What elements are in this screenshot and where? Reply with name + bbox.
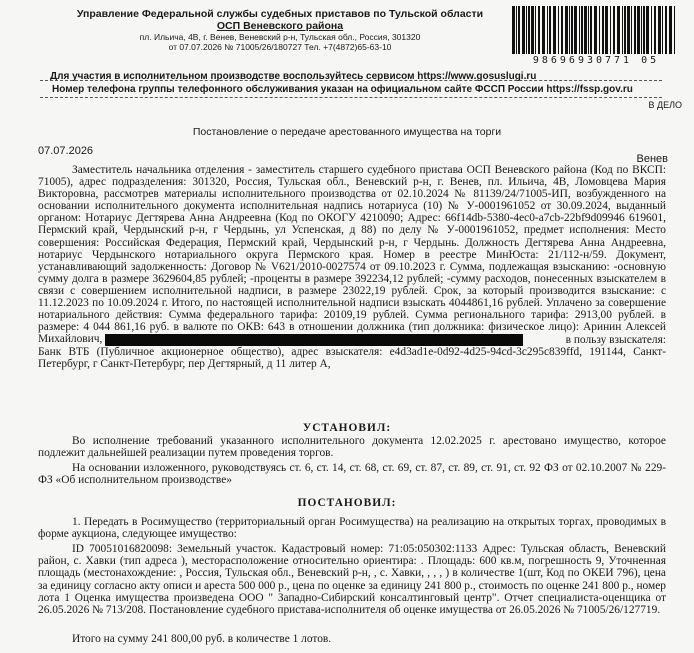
phone-notice: Номер телефона группы телефонного обслуживания указан на официальном сайте ФССП России https://fssp.gov.ru: [52, 84, 633, 95]
barcode-bar: [602, 6, 604, 54]
barcode-bar: [643, 6, 645, 54]
barcode-bar: [549, 6, 551, 54]
barcode-bar: [599, 6, 600, 54]
barcode-bar: [522, 6, 525, 54]
department-address: пл. Ильича, 4В, г. Венев, Веневский р-н, Тульская обл., Россия, 301320: [139, 32, 421, 42]
barcode-bar: [579, 6, 580, 54]
barcode-bar: [651, 6, 652, 54]
barcode-bar: [605, 6, 608, 54]
barcode-bar: [594, 6, 597, 54]
barcode-bar: [528, 6, 530, 54]
barcode-bar: [531, 6, 534, 54]
barcode-bar: [674, 6, 675, 54]
barcode-bar: [622, 6, 623, 54]
barcode-bar: [542, 6, 545, 54]
barcode-bar: [538, 6, 540, 54]
resolution-item-1: 1. Передать в Росимущество (территориальный орган Росимущества) на реализацию на открытых торгах, проводимых в форме аукциона, следующее имущество:: [38, 516, 666, 541]
barcode-bar: [590, 6, 592, 54]
barcode-bar: [610, 6, 611, 54]
case-paragraph: Заместитель начальника отделения - заместитель старшего судебного пристава ОСП Веневского района (Код по ВКСП: 71005), адрес подразделения: 301320, Россия, Тульская обл., Веневский р-н, г. Венев, пл. Ильича, 4В, Ломовцева Мария Викторовна, рассмотрев материалы исполнительного производства от 02.10.2024 № 81139/24/71005-ИП, возбужденного на основании исполнительного документа исполнительная надпись нотариуса (10) № У-0001961052 от 30.09.2024, выданный органом: Нотариус Дегтярева Анна Андреевна (Код по ОКОГУ 4210090; Адрес: 66f14db-5380-4ec0-a7cb-22bf9d09946 619601, Пермский край, Чердынский р-н, г Чердынь, ул Успенская, д 88) по делу № У-0001961052, предмет исполнения: Место совершения: Российская Федерация, Пермский край, Чердынский р-н, г Чердынь. Должность Дегтярева Анна Андреевна, нотариус Чердынского нотариального округа Пермского края. Номер в реестре МинЮста: 21/112-н/59. Документ, устанавливающий задолженность: Договор № V621/2010-0027574 от 09.10.2023 г. Сумма, подлежащая взысканию: -основную сумму долга в размере 3629604,85 рублей; -проценты в размере 392234,12 рублей; -сумму расходов, понесенных взыскателем в связи с совершением исполнительной надписи, в размере 23022,19 рублей. Срок, за который производится взыскание: с 11.12.2023 по 10.09.2024 г. Итого, по настоящей исполнительной надписи взыскать 4044861,16 рублей. Уплачено за совершение нотариального действия: Сумма федерального тарифа: 20109,19 рублей. Сумма регионального тарифа: 2913,00 рублей. в размере: 4 044 861,16 руб. в валюте по ОКВ: 643 в отношении должника (тип должника: физическое лицо): Аринин Алексей Михайлович,: [38, 164, 666, 346]
claimant-intro: в пользу взыскателя:: [565, 333, 666, 346]
barcode-bar: [518, 6, 520, 54]
barcode-bar: [665, 6, 667, 54]
redaction-block: [105, 334, 523, 346]
gosuslugi-notice: Для участия в исполнительном производстве воспользуйтесь сервисом https://www.gosuslugi.ru: [50, 71, 537, 82]
body-text: [38, 164, 666, 370]
document-title: Постановление о передаче арестованного имущества на торги: [192, 126, 502, 138]
barcode-bar: [571, 6, 573, 54]
barcode-bar: [646, 6, 649, 54]
barcode-bar: [634, 6, 636, 54]
barcode-bar: [658, 6, 661, 54]
letterhead: [50, 8, 510, 52]
barcode: [510, 6, 680, 54]
barcode-bar: [565, 6, 568, 54]
barcode-bar: [617, 6, 620, 54]
document-city: Венев: [636, 153, 668, 165]
barcode-bar: [641, 6, 642, 54]
barcode-bar: [662, 6, 663, 54]
divider: [40, 97, 662, 98]
barcode-bar: [624, 6, 626, 54]
barcode-bar: [512, 6, 515, 54]
total-line: Итого на сумму 241 800,00 руб. в количестве 1 лотов.: [72, 633, 332, 645]
legal-basis: На основании изложенного, руководствуясь ст. 6, ст. 14, ст. 68, ст. 69, ст. 87, ст. 89, ст. 91, ст. 92 ФЗ от 02.10.2007 № 229-ФЗ «Об исполнительном производстве»: [38, 462, 666, 487]
barcode-bar: [526, 6, 527, 54]
barcode-bar: [631, 6, 632, 54]
barcode-bar: [613, 6, 615, 54]
barcode-bar: [553, 6, 556, 54]
barcode-bar: [669, 6, 672, 54]
claimant-details: Банк ВТБ (Публичное акционерное общество), адрес взыскателя: e4d3ad1e-0d92-4d25-94cd-3c295c839ffd, 191144, Санкт-Петербург, г Санкт-Петербург, пер Дегтярный, д 11 литер А,: [38, 345, 666, 370]
department-name: ОСП Веневского района: [216, 20, 344, 32]
file-stamp: В ДЕЛО: [648, 100, 682, 110]
established-text: Во исполнение требований указанного исполнительного документа 12.02.2025 г. арестовано имущество, которое подлежит дальнейшей реализации путем проведения торгов.: [38, 435, 666, 460]
agency-name: Управление Федеральной службы судебных приставов по Тульской области: [76, 8, 484, 20]
barcode-number: 98696930771 05: [532, 55, 660, 66]
section-established: УСТАНОВИЛ:: [302, 422, 392, 434]
document-ref: от 07.07.2026 № 71005/26/180727 Тел. +7(4872)65-63-10: [168, 42, 392, 52]
section-resolved: ПОСТАНОВИЛ:: [297, 497, 397, 509]
barcode-bar: [584, 6, 587, 54]
property-details: ID 70051016820098: Земельный участок. Кадастровый номер: 71:05:050302:1133 Адрес: Тульская область, Веневский район, с. Хавки (тип адреса ), месторасположение относительно ориентира: . Площадь: 600 кв.м, погрешность 9, Уточненная площадь (местонахождение: , Россия, Тульская обл., Веневский р-н, , с. Хавки, , , , ) в количестве 1(шт, Код по ОКЕИ 796), цена за единицу согласно акту описи и ареста 500 000 р., цена по оценке за единицу 241 800 р., стоимость по оценке 241 800 р., номер лота 1 Оценка имущества произведена ООО " Западно-Сибирский консалтинговый центр". Отчет специалиста-оценщика от 26.05.2026 № 713/208. Постановление судебного пристава-исполнителя об оценке имущества от 26.05.2026 № 71005/26/127719.: [38, 543, 666, 617]
barcode-bar: [535, 6, 536, 54]
barcode-bar: [558, 6, 559, 54]
barcode-bar: [627, 6, 630, 54]
barcode-bar: [637, 6, 640, 54]
barcode-bar: [588, 6, 589, 54]
barcode-bar: [654, 6, 656, 54]
barcode-bar: [516, 6, 517, 54]
barcode-bar: [569, 6, 570, 54]
barcode-bar: [561, 6, 563, 54]
barcode-bar: [574, 6, 577, 54]
document-date: 07.07.2026: [38, 145, 94, 157]
divider: [40, 80, 662, 81]
barcode-bar: [547, 6, 548, 54]
barcode-bar: [581, 6, 583, 54]
